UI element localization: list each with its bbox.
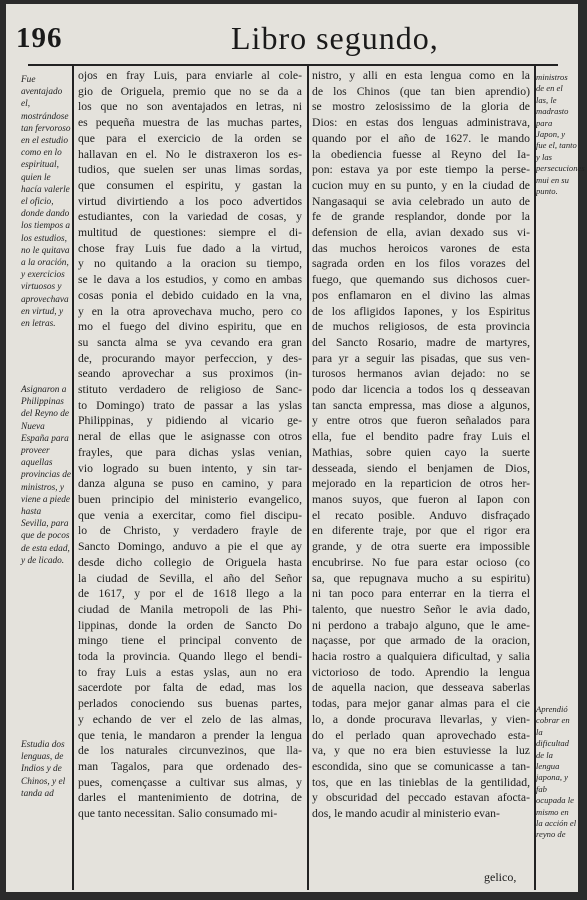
text-line: vio logrado su buen intento, y sin tar- [78,461,302,475]
text-line: que para el exercicio de la orden se [78,131,302,145]
text-line: y echando de ver el zelo de las almas, [78,712,302,726]
text-line: tos, que en las tinieblas de la gentilidad, [312,775,530,789]
text-line: escondida, sino que se comunicasse a tan- [312,759,530,773]
text-line: grande, y de otra suerte era impossible [312,540,530,554]
column-divider-rule [307,64,309,890]
text-line: los que no son aventajados en letras, ni [78,100,302,114]
text-line: manos suyos, que fueron al Iapon con [312,492,530,506]
text-line: perlados conociendo sus buenas partes, [78,697,302,711]
text-line: tan sancta empressa, mas diose a algunos, [312,398,530,412]
text-line: estudiantes, con la variedad de cosas, y [78,210,302,224]
text-line: ojos en fray Luis, para enviarle al cole- [78,69,302,82]
text-line: de muchos religiosos, de esta provincia [312,320,530,334]
text-line: hacia rostro a qualquiera dificultad, y salia [312,650,530,664]
margin-note: ministros de en el las, le madrasto para Japon, y fue el, tanto y las persecuciones mui en su punto. [536,72,585,197]
text-line: ni perdono a trabajo alguno, que le ame- [312,618,530,632]
text-line: mo el fuego del divino espiritu, que en [78,320,302,334]
text-line: dos, le mando acudir al ministerio evan- [312,807,500,821]
text-line: sacerdote por falta de edad, mas los [78,681,302,695]
text-line: fe de grande resplandor, donde por la [312,210,530,224]
text-line: cucion muy en su punto, y en la ciudad de [312,178,530,192]
text-line: el recato posible. Anduvo disfraçado [312,508,530,522]
text-line: mejorado en la reparticion de otros her- [312,477,530,491]
text-line: buen principio del ministerio evangelico, [78,492,302,506]
text-line: encubrirse. No fue para estar ocioso (co [312,555,530,569]
text-line: su sancta alma se yva cevando era gran [78,335,302,349]
text-line: que consumen el espiritu, y gastan la [78,178,302,192]
text-line: pos enflamaron en el divino las almas [312,288,530,302]
text-line: naçasse, por que armado de la oracion, [312,634,530,648]
text-line: de los afligidos Iapones, y los Espiritus [312,304,530,318]
text-line: sagrada orden en los filos vorazes del [312,257,530,271]
text-line: lo, a donde procurava llevarlas, y vien- [312,712,530,726]
text-line: podo dar licencia a todos los q desseavan [312,383,530,397]
text-line: defension de ella, avian dexado sus vi- [312,226,530,240]
text-line: to Domingo) trato de passar a las yslas [78,398,302,412]
text-line: fuego, que quemando sus dichosos cuer- [312,273,530,287]
text-line: lippinas, donde la orden de Sancto Do [78,618,302,632]
text-line: se mostro zelosissimo de la gloria de [312,100,530,114]
text-line: hallavan en el. No le distraxeron los es- [78,147,302,161]
text-line: quando por el año de 1627. le mando [312,131,530,145]
text-line: sa, que repugnava mucho a su espiritu) [312,571,530,585]
text-line: la obediencia fuesse al Reyno del Ia- [312,147,530,161]
page-header [6,4,578,60]
text-line: Sancto Domingo, anduvo a pie el que ay [78,540,302,554]
margin-note: Aprendió cobrar en la dificultad de la lengua japona, y fab ocupada le mismo en la acción el reyno de [536,704,577,840]
text-line: de, procurando mayor perfeccion, y des- [78,351,302,365]
text-line: darles el mantenimiento de dotrina, de [78,791,302,805]
text-line: das muchos heroicos varones de esta [312,241,530,255]
text-line: seando aprovechar a sus proximos (in- [78,367,302,381]
text-line: del Sancto Rosario, madre de martyres, [312,335,530,349]
text-line: de los Chinos (que tan bien aprendio) [312,84,530,98]
text-line: y obscuridad del peccado estavan afocta- [312,791,530,805]
text-line: la ciudad de Sevilla, el año del Señor [78,571,302,585]
text-line: do el perlado quan aprovechado esta- [312,728,530,742]
book-page [6,4,585,892]
text-line: desde dicho collegio de Origuela hasta [78,555,302,569]
text-line: toda la provincia. Quando llego el bendi- [78,650,302,664]
text-line: y en la otra aprovechava mucho, pero co [78,304,302,318]
text-line: neral de ellas que le asignasse con otros [78,430,302,444]
text-line: Dios: en estas dos lenguas administrava, [312,116,530,130]
text-line: que venia a exercitar, como fiel discipu- [78,508,302,522]
text-line: ella, fue el bendito padre fray Luis el [312,430,530,444]
text-line: nistro, y alli en esta lengua como en la [312,69,530,82]
text-line: va, y que no era bien estuviesse la luz [312,744,530,758]
left-margin-rule [72,64,74,890]
text-line: frayles, que para dichas yslas venian, [78,445,302,459]
text-line: turosos hermanos avian dejado: no se [312,367,530,381]
text-line: virtud divirtiendo a los poco advertidos [78,194,302,208]
text-line: que tanto necessitan. Salio consumado mi- [78,807,278,821]
text-line: es pequeña muestra de las muchas partes, [78,116,302,130]
text-line: multitud de questiones: siempre el di- [78,226,302,240]
running-head: Libro segundo, [231,20,439,56]
text-line: man Tagalos, para que ordenado des- [78,759,302,773]
margin-note: Fue aventajado el, mostrándose tan fervoroso en el estudio como en lo espiritual, quien le hacía valerle el oficio, donde dando los tiempos a los estudios, no le quitava a la oración, y exercicios virtuosos y aprovechava en virtud, y en letras. [21,75,71,330]
text-line: de 1617, y por el de 1618 llego a la [78,587,302,601]
text-line: danza alguna se puso en camino, y para [78,477,302,491]
text-column-left [78,68,302,888]
text-line: tudios, que suelen ser unas limas sordas, [78,163,302,177]
margin-note: Asignaron a Philippinas del Reyno de Nueva España para proveer aquellas provincias de ministros, y viene a piede hasta Sevilla, para que de pocos de esta edad, y de licado. [21,385,72,566]
text-line: desseada, siendo el benjamen de Dios, [312,461,530,475]
text-line: para yr a seguir las pisadas, que sus ven- [312,351,530,365]
text-line: Nangasaqui se avia celebrado un auto de [312,194,530,208]
text-line: gio de Origuela, premio que no se da a [78,84,302,98]
text-line: de aquella nacion, que desseava saberlas [312,681,530,695]
text-line: que tenia, le mandaron a prender la lengua [78,728,302,742]
text-line: mingo tiene el principal convento de [78,634,302,648]
text-line: victorioso de todo. Aprendio la lengua [312,665,530,679]
text-line: chose fray Luis fue dado a la virtud, [78,241,302,255]
text-column-right [312,68,530,888]
text-line: en diferente traje, por que el rigor era [312,524,530,538]
text-line: se le dava a los estudios, y como en ambas [78,273,302,287]
text-line: todas, para mejor ganar almas para el cie [312,697,530,711]
text-line: stituto verdadero de religioso de Sanc- [78,383,302,397]
text-line: cosas ponia el debido cuidado en la vna, [78,288,302,302]
text-line: ni tan poco para enterrar en la tierra el [312,587,530,601]
margin-note: Estudia dos lenguas, de Indios y de Chinos, y el tanda ad [21,740,66,799]
catchword: gelico, [484,870,517,884]
text-line: y entre otros que fueron señalados para [312,414,530,428]
text-line: de los naturales circunvezinos, que lla- [78,744,302,758]
text-line: to fray Luis a estas yslas, aun no era [78,665,302,679]
page-number: 196 [16,22,63,54]
text-line: talento, que nuestro Señor le avia dado, [312,602,530,616]
text-line: Mathias, sobre quien cayo la suerte [312,445,530,459]
text-line: Philippinas, y pidiendo al vicario ge- [78,414,302,428]
header-rule [28,64,558,66]
text-line: ciudad de Manila metropoli de las Phi- [78,602,302,616]
text-line: pues, començasse a cultivar sus almas, y [78,775,302,789]
text-line: lo de Christo, y verdadero frayle de [78,524,302,538]
text-line: pon: estava ya por este tiempo la perse- [312,163,530,177]
text-line: y no quitando a la oracion su tiempo, [78,257,302,271]
